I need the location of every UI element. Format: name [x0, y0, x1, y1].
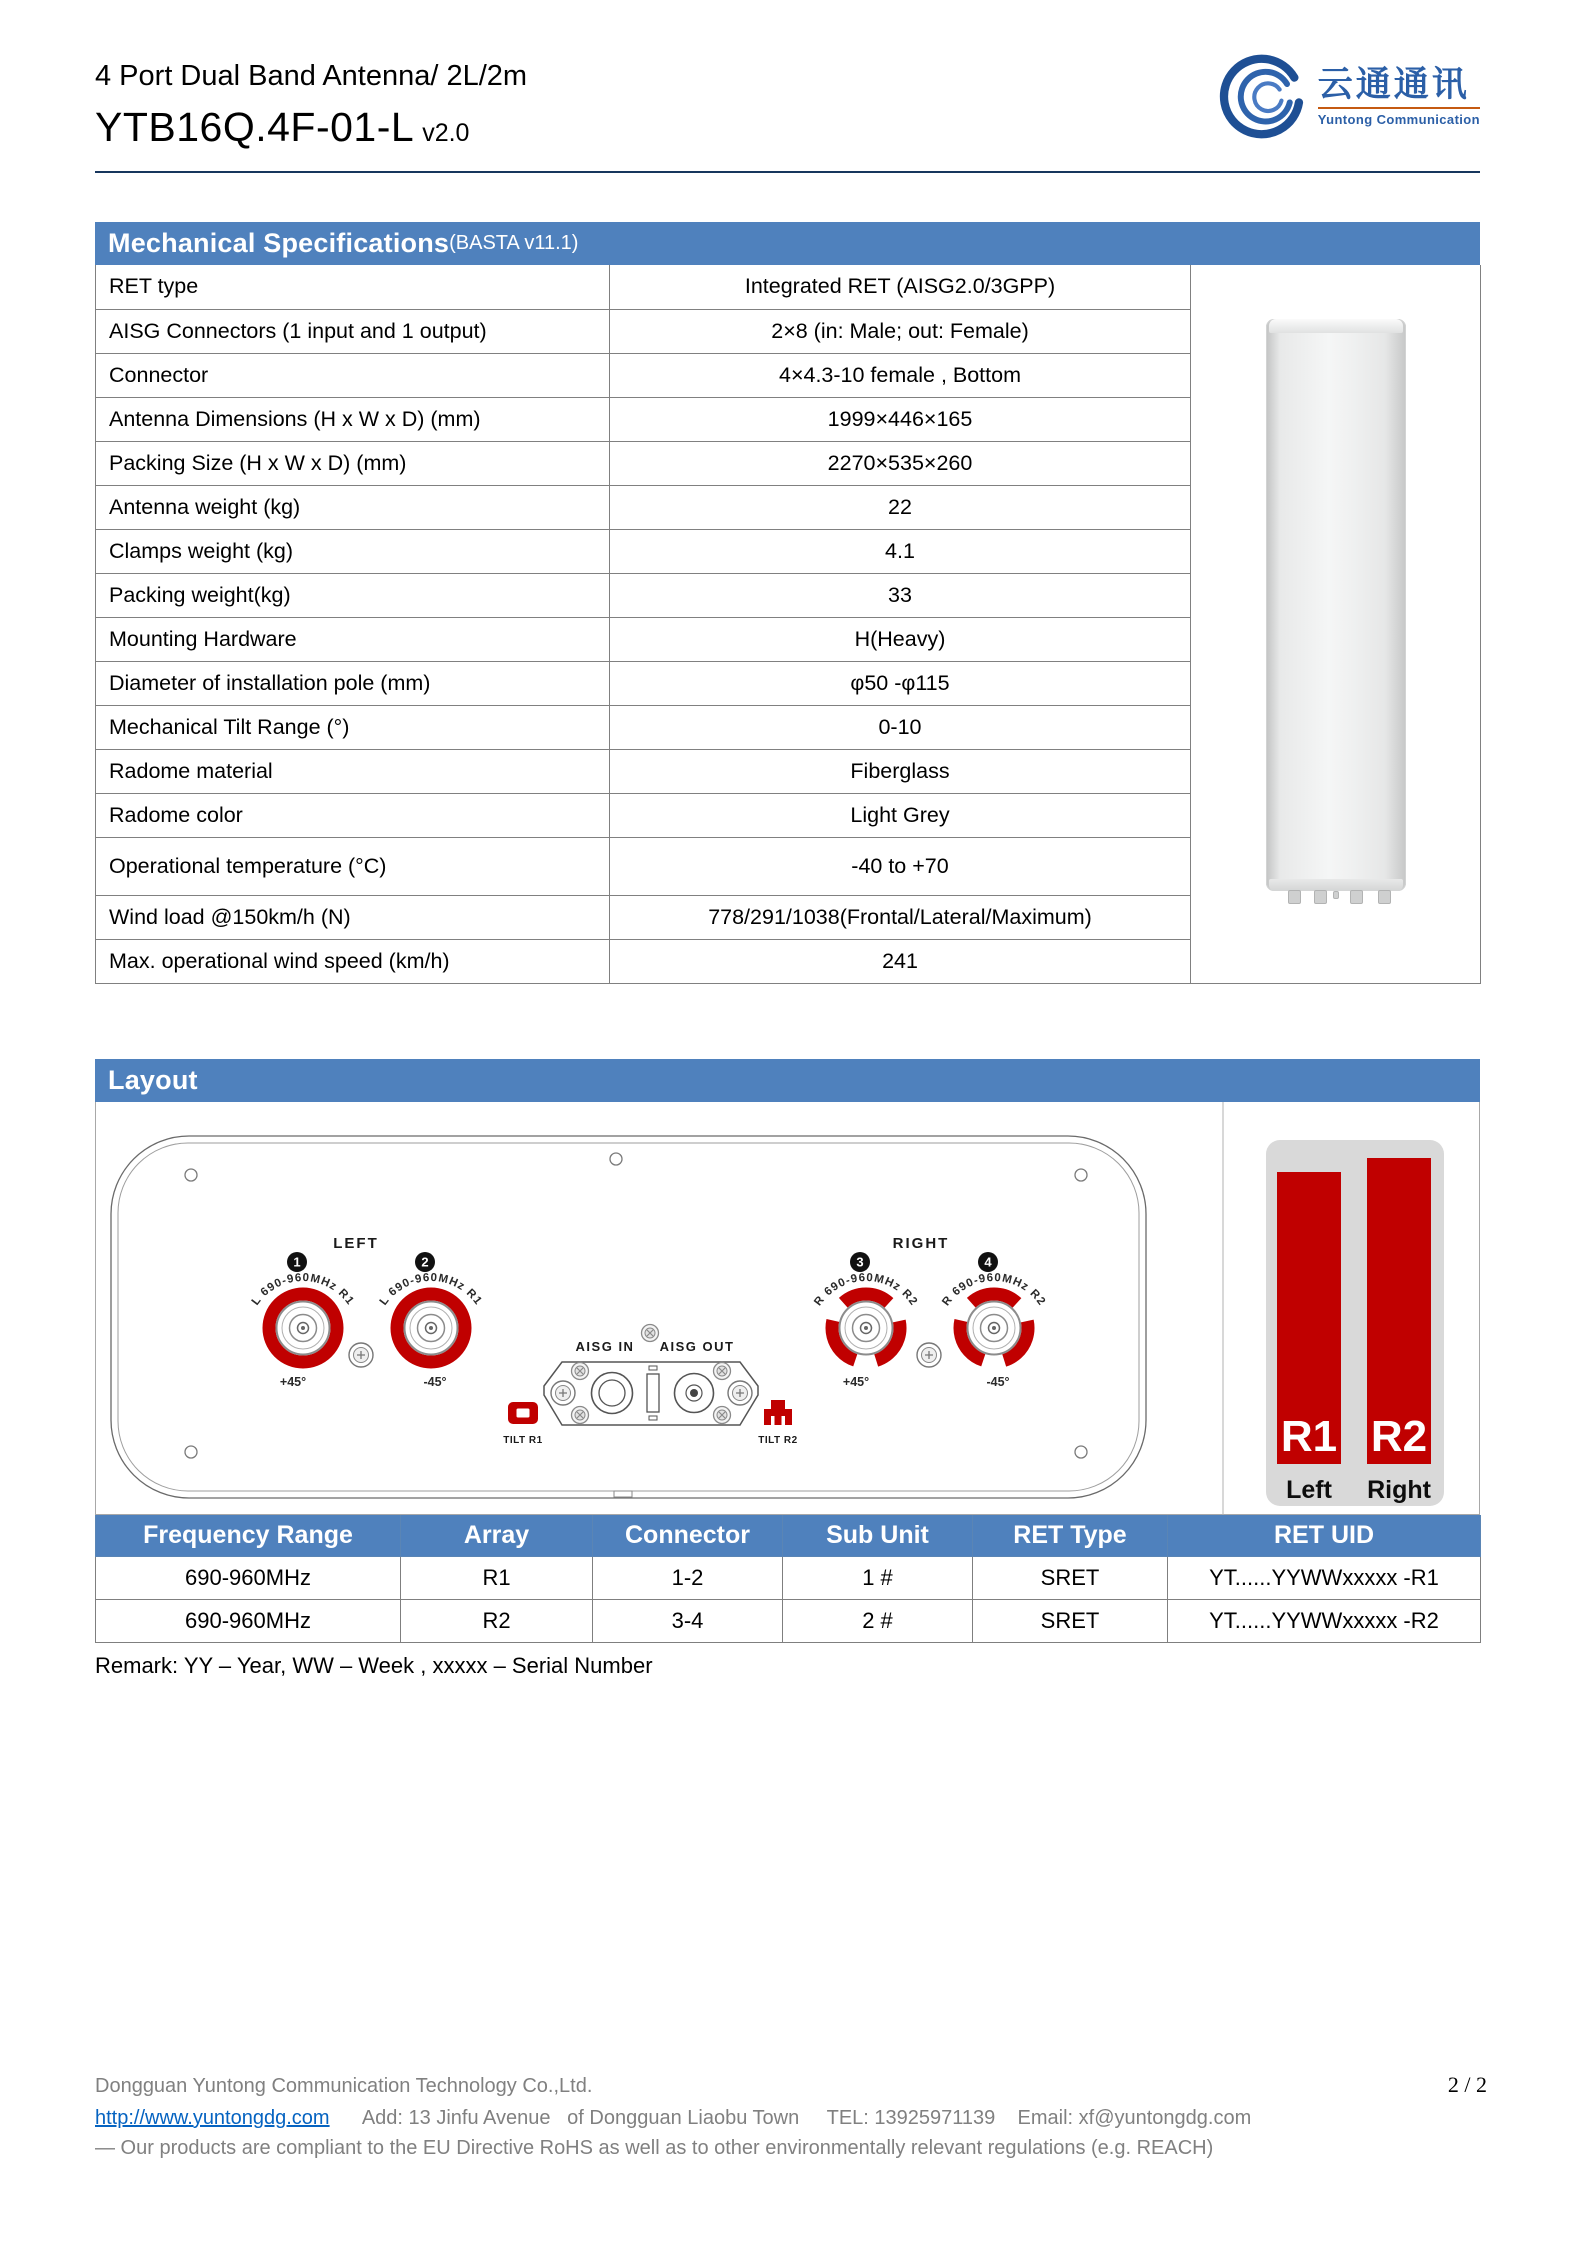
antenna-connector-stub — [1288, 890, 1301, 904]
spec-value: Fiberglass — [610, 749, 1191, 793]
svg-text:4: 4 — [984, 1254, 992, 1269]
doc-title: 4 Port Dual Band Antenna/ 2L/2m — [95, 60, 528, 92]
port-1-connector — [250, 1252, 357, 1389]
spec-label: AISG Connectors (1 input and 1 output) — [96, 309, 610, 353]
page-number: 2 / 2 — [1447, 2072, 1487, 2097]
svg-text:+45°: +45° — [842, 1374, 870, 1389]
header — [95, 0, 1480, 173]
spec-value: -40 to +70 — [610, 837, 1191, 895]
contact-info: Add: 13 Jinfu Avenue of Dongguan Liaobu Town TEL: 13925971139 Email: xf@yuntongdg.com — [329, 2107, 1252, 2129]
svg-text:L 690-960MHz R1: L 690-960MHz R1 — [377, 1271, 485, 1308]
spec-label: Packing Size (H x W x D) (mm) — [96, 441, 610, 485]
cell-ret-uid: YT......YYWWxxxxx -R1 — [1168, 1557, 1481, 1600]
spec-label: Mounting Hardware — [96, 617, 610, 661]
cell-connector: 3-4 — [593, 1600, 783, 1643]
footer-line2 — [95, 2107, 1487, 2130]
model-number: YTB16Q.4F-01-L — [95, 104, 415, 150]
spec-value: 2270×535×260 — [610, 441, 1191, 485]
version-label: v2.0 — [422, 119, 470, 147]
aisg-in-label: AISG IN — [575, 1338, 635, 1354]
svg-text:2: 2 — [421, 1254, 429, 1269]
layout-drawing-box — [95, 1102, 1480, 1515]
table-row — [96, 1600, 1481, 1643]
spec-value: 4.1 — [610, 529, 1191, 573]
cell-ret-type: SRET — [973, 1557, 1168, 1600]
svg-text:Left: Left — [1286, 1475, 1332, 1504]
header-divider — [95, 171, 1480, 173]
swirl-logo-icon — [1218, 50, 1310, 142]
logo-text — [1318, 66, 1480, 127]
spec-label: Clamps weight (kg) — [96, 529, 610, 573]
tilt-r1-label: TILT R1 — [503, 1434, 543, 1446]
spec-value: 33 — [610, 573, 1191, 617]
logo-accent-rule — [1318, 107, 1480, 109]
tilt-r2-label: TILT R2 — [758, 1434, 798, 1446]
layout-section — [95, 1059, 1480, 1680]
tilt-r2-icon — [764, 1400, 792, 1425]
spec-label: Radome material — [96, 749, 610, 793]
page-content — [95, 0, 1480, 1679]
spec-value: H(Heavy) — [610, 617, 1191, 661]
svg-text:-45°: -45° — [986, 1374, 1010, 1389]
spec-value: 4×4.3-10 female , Bottom — [610, 353, 1191, 397]
svg-text:R 690-960MHz R2: R 690-960MHz R2 — [812, 1271, 920, 1308]
cell-ret-uid: YT......YYWWxxxxx -R2 — [1168, 1600, 1481, 1643]
aisg-out-label: AISG OUT — [659, 1338, 735, 1354]
screw-icon — [917, 1343, 941, 1367]
logo-english-name: Yuntong Communication — [1317, 111, 1480, 127]
company-logo — [1218, 50, 1480, 142]
spec-label: Radome color — [96, 793, 610, 837]
spec-label: Packing weight(kg) — [96, 573, 610, 617]
screw-icon — [642, 1324, 659, 1341]
header-connector: Connector — [593, 1515, 783, 1557]
spec-value: 241 — [610, 939, 1191, 983]
cell-sub-unit: 2 # — [783, 1600, 973, 1643]
header-ret-uid: RET UID — [1168, 1515, 1481, 1557]
spec-label: Antenna weight (kg) — [96, 485, 610, 529]
antenna-image-cell — [1191, 265, 1481, 983]
spec-value: φ50 -φ115 — [610, 661, 1191, 705]
compliance-note: — Our products are compliant to the EU Directive RoHS as well as to other environmentally relevant regulations (e.g. REACH) — [95, 2137, 1214, 2159]
spec-table — [95, 265, 1481, 984]
table-row — [96, 1557, 1481, 1600]
spec-label: Operational temperature (°C) — [96, 837, 610, 895]
aisg-in-connector — [592, 1372, 633, 1413]
antenna-connector-stub — [1378, 890, 1391, 904]
table-row — [96, 265, 1481, 309]
left-group-label: LEFT — [333, 1234, 379, 1252]
screw-icon — [349, 1343, 373, 1367]
cell-connector: 1-2 — [593, 1557, 783, 1600]
frequency-table-header-row — [96, 1515, 1481, 1557]
svg-text:L 690-960MHz R1: L 690-960MHz R1 — [249, 1271, 357, 1308]
port-2-connector — [378, 1252, 485, 1389]
svg-text:Right: Right — [1367, 1475, 1431, 1504]
antenna-top-cap — [1269, 319, 1403, 333]
logo-chinese-name: 云通通讯 — [1317, 64, 1470, 104]
svg-text:3: 3 — [856, 1254, 864, 1269]
mechanical-specifications-section — [95, 222, 1480, 984]
antenna-connector-stub — [1333, 891, 1339, 899]
port-3-connector — [812, 1252, 920, 1389]
header-frequency-range: Frequency Range — [96, 1515, 401, 1557]
layout-header — [95, 1059, 1480, 1102]
mechanical-specifications-header — [95, 222, 1480, 265]
cell-frequency-range: 690-960MHz — [96, 1600, 401, 1643]
spec-label: RET type — [96, 265, 610, 309]
bottom-plate-drawing — [96, 1102, 1481, 1515]
cell-sub-unit: 1 # — [783, 1557, 973, 1600]
spec-label: Mechanical Tilt Range (°) — [96, 705, 610, 749]
section-subtitle: (BASTA v11.1) — [449, 232, 579, 254]
tilt-r1-icon — [508, 1402, 538, 1424]
spec-label: Connector — [96, 353, 610, 397]
antenna-product-image — [1266, 319, 1406, 891]
spec-label: Max. operational wind speed (km/h) — [96, 939, 610, 983]
port-4-connector — [940, 1252, 1048, 1389]
spec-value: 778/291/1038(Frontal/Lateral/Maximum) — [610, 895, 1191, 939]
antenna-connector-stub — [1350, 890, 1363, 904]
svg-text:1: 1 — [293, 1254, 301, 1269]
spec-label: Wind load @150km/h (N) — [96, 895, 610, 939]
right-group-label: RIGHT — [892, 1234, 950, 1252]
spec-value: Integrated RET (AISG2.0/3GPP) — [610, 265, 1191, 309]
company-name: Dongguan Yuntong Communication Technology Co.,Ltd. — [95, 2075, 593, 2097]
spec-value: 2×8 (in: Male; out: Female) — [610, 309, 1191, 353]
svg-text:R 690-960MHz R2: R 690-960MHz R2 — [940, 1271, 1048, 1308]
header-ret-type: RET Type — [973, 1515, 1168, 1557]
spec-label: Diameter of installation pole (mm) — [96, 661, 610, 705]
svg-text:-45°: -45° — [423, 1374, 447, 1389]
cell-array: R1 — [401, 1557, 593, 1600]
remark-note: Remark: YY – Year, WW – Week , xxxxx – Serial Number — [95, 1653, 653, 1678]
spec-value: 0-10 — [610, 705, 1191, 749]
spec-value: 22 — [610, 485, 1191, 529]
svg-text:R1: R1 — [1280, 1411, 1338, 1461]
aisg-plate — [544, 1324, 758, 1425]
header-array: Array — [401, 1515, 593, 1557]
footer — [95, 2072, 1487, 2160]
website-link[interactable]: http://www.yuntongdg.com — [95, 2107, 330, 2129]
frequency-table — [95, 1515, 1481, 1644]
spec-value: 1999×446×165 — [610, 397, 1191, 441]
svg-text:R2: R2 — [1370, 1411, 1428, 1461]
spec-label: Antenna Dimensions (H x W x D) (mm) — [96, 397, 610, 441]
footer-line1 — [95, 2072, 1487, 2098]
svg-text:+45°: +45° — [279, 1374, 307, 1389]
section-title: Mechanical Specifications — [108, 228, 450, 258]
antenna-connector-stub — [1314, 890, 1327, 904]
cell-array: R2 — [401, 1600, 593, 1643]
spec-value: Light Grey — [610, 793, 1191, 837]
cell-frequency-range: 690-960MHz — [96, 1557, 401, 1600]
array-legend-panel — [1266, 1140, 1444, 1506]
section-title: Layout — [108, 1064, 198, 1095]
header-sub-unit: Sub Unit — [783, 1515, 973, 1557]
cell-ret-type: SRET — [973, 1600, 1168, 1643]
